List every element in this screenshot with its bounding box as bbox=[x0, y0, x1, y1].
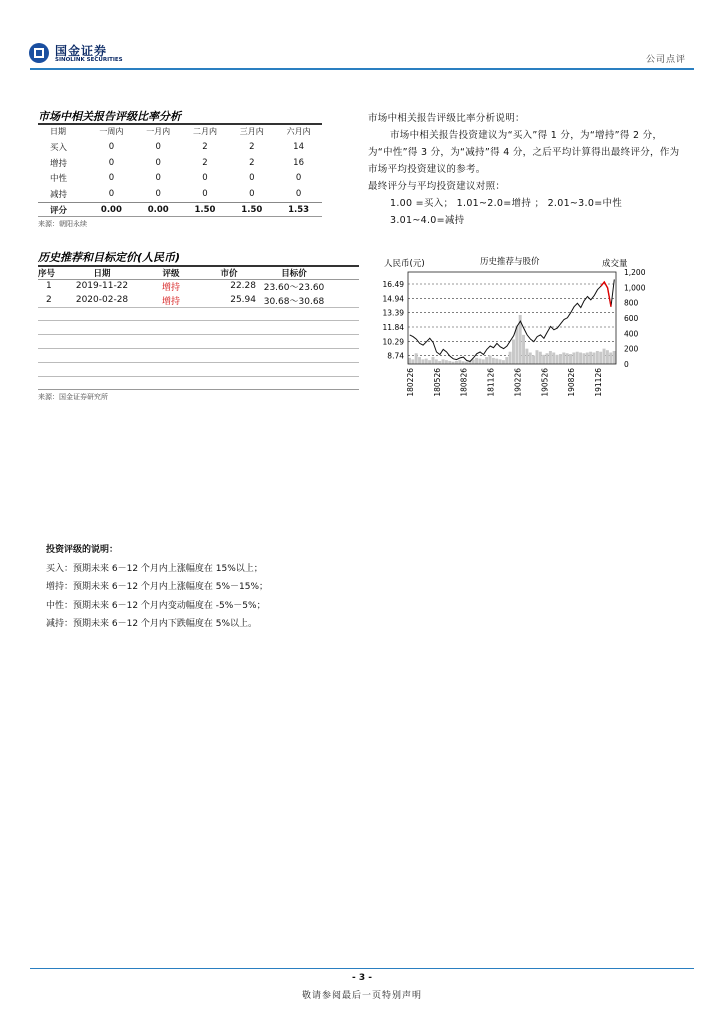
header-divider bbox=[30, 68, 694, 70]
volume-bar bbox=[428, 360, 431, 364]
volume-bar bbox=[546, 353, 549, 364]
explanation-mapping-heading: 最终评分与平均投资建议对照： bbox=[368, 181, 506, 192]
cell: 30.68～30.68 bbox=[263, 296, 325, 307]
history-empty-row-line bbox=[38, 362, 359, 363]
table-row bbox=[38, 171, 322, 187]
cell: 16 bbox=[293, 157, 304, 168]
footer-disclaimer: 敬请参阅最后一页特别声明 bbox=[301, 991, 422, 1001]
cell: 1.50 bbox=[182, 202, 229, 218]
volume-bar bbox=[431, 357, 434, 364]
volume-bar bbox=[478, 359, 481, 364]
volume-bar bbox=[442, 359, 445, 364]
volume-bar bbox=[529, 353, 532, 365]
volume-bar bbox=[525, 349, 528, 364]
volume-bar bbox=[562, 353, 565, 365]
volume-bar bbox=[482, 359, 485, 364]
recommended-segment bbox=[601, 282, 611, 307]
volume-bar bbox=[411, 359, 414, 364]
cell: 0.00 bbox=[88, 202, 135, 218]
volume-bar bbox=[485, 357, 488, 364]
volume-bar bbox=[512, 339, 515, 364]
cell: 0 bbox=[108, 157, 115, 168]
history-empty-row-line bbox=[38, 376, 359, 377]
volume-bar bbox=[495, 359, 498, 364]
volume-bar bbox=[455, 361, 458, 364]
y-tick-label: 13.39 bbox=[382, 308, 404, 318]
investment-rating-item: 中性：预期未来 6－12 个月内变动幅度在 -5%－5%； bbox=[46, 600, 266, 611]
volume-bar bbox=[522, 335, 525, 364]
volume-bar bbox=[572, 353, 575, 365]
y2-tick-label: 600 bbox=[624, 314, 639, 323]
cell: 0 bbox=[295, 188, 302, 199]
row-label: 减持 bbox=[50, 189, 68, 200]
row-label: 买入 bbox=[50, 143, 68, 154]
cell: 0 bbox=[249, 173, 255, 184]
x-tick-label: 181126 bbox=[486, 368, 496, 397]
y2-tick-label: 1,200 bbox=[624, 268, 646, 277]
volume-bar bbox=[418, 357, 421, 364]
x-tick-label: 191126 bbox=[594, 368, 603, 397]
volume-bar bbox=[552, 353, 555, 365]
cell: 0 bbox=[155, 173, 161, 184]
x-tick-label: 190226 bbox=[513, 368, 523, 397]
history-bottom-rule bbox=[38, 389, 359, 390]
table-row bbox=[38, 155, 322, 171]
volume-bar bbox=[542, 355, 545, 364]
cell: 2019-11-22 bbox=[75, 281, 129, 291]
y-tick-label: 16.49 bbox=[382, 280, 404, 289]
cell: 2 bbox=[249, 157, 255, 168]
table-row bbox=[38, 279, 332, 293]
col-header: 市价 bbox=[220, 268, 238, 279]
volume-bar bbox=[458, 360, 461, 364]
volume-bar bbox=[509, 352, 512, 364]
x-tick-label: 180526 bbox=[432, 368, 442, 397]
rating-stats-title: 市场中相关报告评级比率分析 bbox=[38, 110, 181, 123]
volume-bar bbox=[502, 360, 505, 364]
x-tick-label: 180226 bbox=[406, 368, 415, 397]
cell: 0 bbox=[155, 188, 161, 199]
y-tick-label: 10.29 bbox=[382, 337, 404, 347]
x-tick-label: 190526 bbox=[540, 368, 550, 397]
y-tick-label: 14.94 bbox=[382, 294, 404, 304]
cell: 2 bbox=[249, 142, 255, 153]
volume-bar bbox=[569, 354, 572, 364]
y2-axis-label: 成交量 bbox=[602, 259, 628, 269]
row-label: 中性 bbox=[50, 174, 68, 185]
col-header: 六月内 bbox=[286, 127, 311, 137]
volume-bar bbox=[532, 356, 535, 364]
history-empty-row-line bbox=[38, 307, 359, 308]
volume-bar bbox=[505, 357, 508, 364]
col-header: 日期 bbox=[93, 268, 111, 279]
cell: 0 bbox=[295, 173, 302, 184]
volume-bar bbox=[415, 353, 418, 364]
investment-rating-item: 买入：预期未来 6－12 个月内上涨幅度在 15%以上； bbox=[46, 563, 263, 574]
explanation-mapping-line: 3.01~4.0=减持 bbox=[390, 215, 465, 226]
logo-text-en: SINOLINK SECURITIES bbox=[55, 57, 123, 63]
investment-rating-item: 增持：预期未来 6－12 个月内上涨幅度在 5%－15%； bbox=[46, 582, 269, 592]
volume-bar bbox=[596, 351, 599, 364]
volume-bar bbox=[589, 352, 592, 364]
y-tick-label: 11.84 bbox=[382, 323, 404, 332]
history-empty-row-line bbox=[38, 334, 359, 335]
cell: 0 bbox=[155, 142, 161, 153]
volume-bar bbox=[576, 352, 579, 364]
explanation-mapping-line: 1.00 =买入； 1.01~2.0=增持 ； 2.01~3.0=中性 bbox=[390, 198, 623, 209]
cell: 14 bbox=[293, 142, 304, 153]
cell: 增持 bbox=[161, 296, 180, 307]
cell: 0.00 bbox=[135, 202, 182, 218]
investment-rating-title: 投资评级的说明： bbox=[46, 545, 119, 555]
cell: 0 bbox=[108, 188, 115, 199]
volume-bar bbox=[535, 350, 538, 364]
table-row bbox=[38, 140, 322, 156]
row-label: 增持 bbox=[50, 158, 68, 169]
rating-stats-source: 来源：朝阳永续 bbox=[38, 220, 87, 228]
volume-bar bbox=[613, 351, 616, 364]
volume-bar bbox=[492, 358, 495, 364]
logo-icon bbox=[28, 42, 50, 64]
y-tick-label: 8.74 bbox=[387, 351, 404, 361]
col-header: 日期 bbox=[50, 127, 66, 137]
cell: 0 bbox=[108, 173, 115, 184]
volume-bar bbox=[549, 351, 552, 364]
cell: 1.50 bbox=[228, 202, 275, 218]
table-row bbox=[38, 293, 332, 307]
row-label: 评分 bbox=[38, 202, 88, 218]
rating-stats-bottom-rule bbox=[38, 216, 322, 217]
cell: 23.60～23.60 bbox=[263, 282, 325, 293]
cell: 0 bbox=[202, 173, 208, 184]
rating-stats-table bbox=[38, 124, 322, 218]
x-tick-label: 190826 bbox=[567, 368, 577, 397]
cell: 2020-02-28 bbox=[75, 295, 129, 305]
cell: 22.28 bbox=[230, 281, 256, 291]
volume-bar bbox=[539, 352, 542, 364]
cell: 1 bbox=[46, 281, 52, 291]
col-header: 一月内 bbox=[146, 127, 171, 137]
investment-rating-notes bbox=[46, 541, 268, 634]
explanation-heading: 市场中相关报告评级比率分析说明： bbox=[368, 113, 525, 124]
y2-tick-label: 400 bbox=[624, 329, 639, 339]
volume-bar bbox=[475, 358, 478, 364]
price-history-chart bbox=[372, 252, 646, 402]
volume-bar bbox=[606, 350, 609, 364]
cell: 0 bbox=[202, 188, 208, 199]
volume-bar bbox=[489, 356, 492, 364]
col-header: 目标价 bbox=[281, 268, 307, 279]
volume-bar bbox=[462, 361, 465, 364]
history-source: 来源：国金证券研究所 bbox=[38, 393, 108, 401]
y2-tick-label: 1,000 bbox=[624, 283, 646, 293]
y2-tick-label: 800 bbox=[624, 298, 639, 308]
col-header: 序号 bbox=[38, 268, 56, 279]
cell: 25.94 bbox=[230, 295, 256, 305]
cell: 1.53 bbox=[275, 202, 322, 218]
cell: 0 bbox=[249, 188, 255, 199]
logo-text-cn: 国金证券 bbox=[55, 44, 108, 58]
history-table bbox=[38, 266, 332, 307]
volume-bar bbox=[438, 361, 441, 364]
chart-title: 历史推荐与股价 bbox=[480, 257, 540, 267]
y-axis-label: 人民币(元) bbox=[384, 259, 425, 269]
footer-divider bbox=[30, 968, 694, 969]
volume-bar bbox=[559, 354, 562, 364]
cell: 2 bbox=[202, 157, 208, 168]
volume-bar bbox=[425, 359, 428, 364]
volume-bar bbox=[472, 359, 475, 364]
volume-bar bbox=[579, 353, 582, 365]
volume-bar bbox=[582, 353, 585, 364]
table-row bbox=[38, 186, 322, 202]
cell: 2 bbox=[202, 142, 208, 153]
y2-tick-label: 200 bbox=[624, 344, 639, 354]
page-number: - 3 - bbox=[352, 973, 372, 983]
volume-bar bbox=[609, 353, 612, 365]
volume-bar bbox=[599, 352, 602, 364]
history-empty-row-line bbox=[38, 348, 359, 349]
volume-bar bbox=[603, 349, 606, 364]
volume-bar bbox=[593, 353, 596, 365]
volume-bar bbox=[408, 358, 411, 364]
volume-bar bbox=[421, 359, 424, 364]
rating-stats-header-row bbox=[38, 124, 322, 140]
y2-tick-label: 0 bbox=[624, 360, 629, 369]
volume-bar bbox=[586, 353, 589, 365]
volume-bar bbox=[448, 361, 451, 364]
volume-bar bbox=[566, 353, 569, 364]
history-header-row bbox=[38, 266, 332, 279]
cell: 增持 bbox=[161, 282, 180, 293]
report-type-label: 公司点评 bbox=[645, 55, 686, 65]
volume-bar bbox=[556, 355, 559, 364]
volume-bar bbox=[515, 326, 518, 364]
col-header: 一周内 bbox=[99, 127, 124, 137]
rating-explanation bbox=[368, 110, 686, 229]
investment-rating-item: 减持：预期未来 6－12 个月内下跌幅度在 5%以上。 bbox=[46, 619, 258, 629]
explanation-paragraph: 市场中相关报告投资建议为“买入”得 1 分，为“增持”得 2 分，为“中性”得 3 分，为“减持”得 4 分，之后平均计算得出最终评分，作为市场平均投资建议的参考。 bbox=[368, 130, 680, 175]
col-header: 评级 bbox=[162, 268, 180, 279]
col-header: 二月内 bbox=[192, 127, 217, 137]
volume-bar bbox=[445, 360, 448, 364]
history-header-rule bbox=[38, 279, 359, 280]
x-tick-label: 180826 bbox=[459, 368, 469, 397]
cell: 2 bbox=[46, 295, 52, 305]
cell: 0 bbox=[108, 142, 115, 153]
volume-bar bbox=[499, 359, 502, 364]
cell: 0 bbox=[155, 157, 161, 168]
tick-labels bbox=[383, 268, 646, 397]
history-empty-row-line bbox=[38, 320, 359, 321]
volume-bar bbox=[435, 359, 438, 364]
history-title: 历史推荐和目标定价(人民币) bbox=[38, 251, 181, 264]
col-header: 三月内 bbox=[239, 127, 264, 137]
